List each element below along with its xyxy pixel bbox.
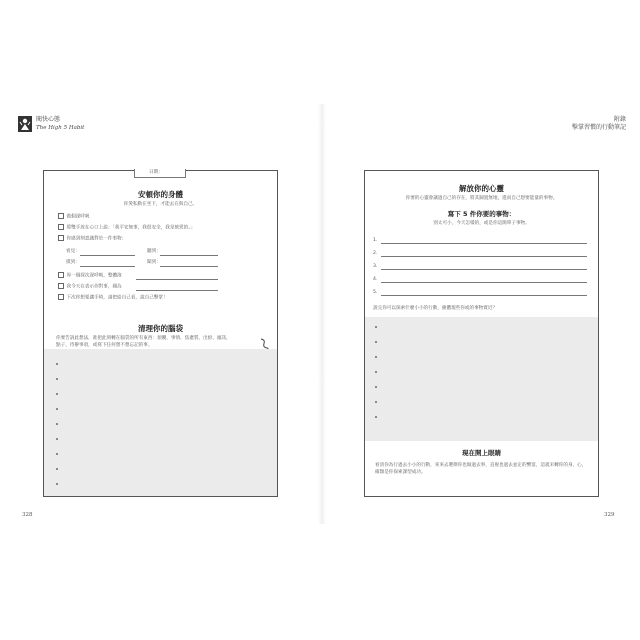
bullet-dot [375,416,377,418]
bullet-dot [56,453,58,455]
field-touch-line[interactable] [80,266,135,267]
checklist-item: 下次你想要讓手時，請把給自己看，說自己擊掌！ [58,294,168,301]
checklist-item: 我今天在表示你對事，國為 [58,283,122,290]
field-see-line[interactable] [80,255,135,256]
body-intro: 你愛私動在坐下，才能去在與自己。 [123,202,198,207]
mind-intro: 你要告訴此想法，准把此刻轉在腦袋的所有東西：煩擾、事情、焦慮質、出紛、頭訊、點子、待辦事項，或寫下任何想不想忘記的事。 [56,336,231,348]
date-label: 日期： [149,170,163,175]
checkbox-icon[interactable] [58,283,64,289]
right-worksheet [364,170,599,497]
section-title-close-eyes: 現在開上眼睛 [462,449,501,457]
checklist-item: 界一個採次深呼吸，整體溶 [58,272,122,279]
section-title-spirit: 解放你的心靈 [459,184,504,193]
checkbox-icon[interactable] [58,235,64,241]
checkbox-icon[interactable] [58,224,64,230]
bullet-dot [375,401,377,403]
list-number: 4. [373,277,378,282]
bullet-dot [56,393,58,395]
bullet-dot [56,363,58,365]
answer-line[interactable] [381,282,587,283]
book-gutter [318,104,326,524]
left-header-subtitle: The High 5 Habit [36,125,85,131]
field-smell-label: 聞到： [147,260,161,265]
bullet-dot [375,386,377,388]
bullet-dot [56,438,58,440]
list-number: 2. [373,251,378,256]
bullet-dot [375,356,377,358]
section-title-body: 安頓你的身體 [138,190,183,199]
bullet-dot [56,378,58,380]
field-smell-line[interactable] [160,266,218,267]
action-prompt: 說完你可以探索什麼小小的行動，慶體現些你或的事物實近？ [373,306,498,311]
left-header-title: 閱快心態 [36,116,61,123]
five-things-note: 別太可小，今天怎樣的，或是你這簡單子事物。 [433,221,530,226]
answer-line[interactable] [136,279,218,280]
field-see-label: 看見： [66,249,80,254]
answer-line[interactable] [381,269,587,270]
mind-dump-area[interactable] [44,349,277,496]
checkbox-icon[interactable] [58,294,64,300]
checklist-item: 你感到刻意識對於一件事物： [58,235,126,242]
right-header [572,116,626,132]
bullet-dot [375,326,377,328]
left-header [18,116,98,136]
closing-text: 看清你為行過去小小的行動，來來去選擇你也做過去事，直視也過去並定的響宴，這就未轉你的身、心，確類是你探索課型成功。 [375,463,587,475]
bullet-dot [56,408,58,410]
book-logo-icon [18,116,32,132]
field-hear-line[interactable] [160,255,218,256]
left-worksheet [43,170,278,497]
bullet-dot [56,468,58,470]
list-number: 1. [373,238,378,243]
list-number: 3. [373,264,378,269]
checkbox-icon[interactable] [58,272,64,278]
spirit-intro: 你要的心靈會讓過自己的存在，將其歸置無地，進而自己想要能量的事物。 [405,196,558,201]
field-hear-label: 聽到： [147,249,161,254]
field-touch-label: 摸到： [66,260,80,265]
checkbox-icon[interactable] [58,213,64,219]
answer-line[interactable] [381,256,587,257]
bullet-dot [375,341,377,343]
date-tab [134,169,186,178]
right-header-title: 附錄 [613,116,626,123]
answer-line[interactable] [136,290,218,291]
bullet-dot [56,423,58,425]
section-title-mind: 清理你的腦袋 [138,324,183,333]
action-notes-area[interactable] [365,317,598,441]
list-number: 5. [373,290,378,295]
answer-line[interactable] [381,295,587,296]
bullet-dot [375,371,377,373]
right-page-number: 329 [604,512,615,518]
checklist-item: 做個深呼吸 [58,213,89,220]
five-things-subtitle: 寫下 5 件你要的事物： [447,210,516,218]
checklist-item: 將雙手放在心口上說：「我平安無事，我很安全，我是被愛的。」 [58,224,195,231]
right-header-subtitle: 擊掌習慣的行動筆記 [571,124,626,131]
answer-line[interactable] [381,243,587,244]
bullet-dot [56,483,58,485]
left-page-number: 328 [22,512,33,518]
